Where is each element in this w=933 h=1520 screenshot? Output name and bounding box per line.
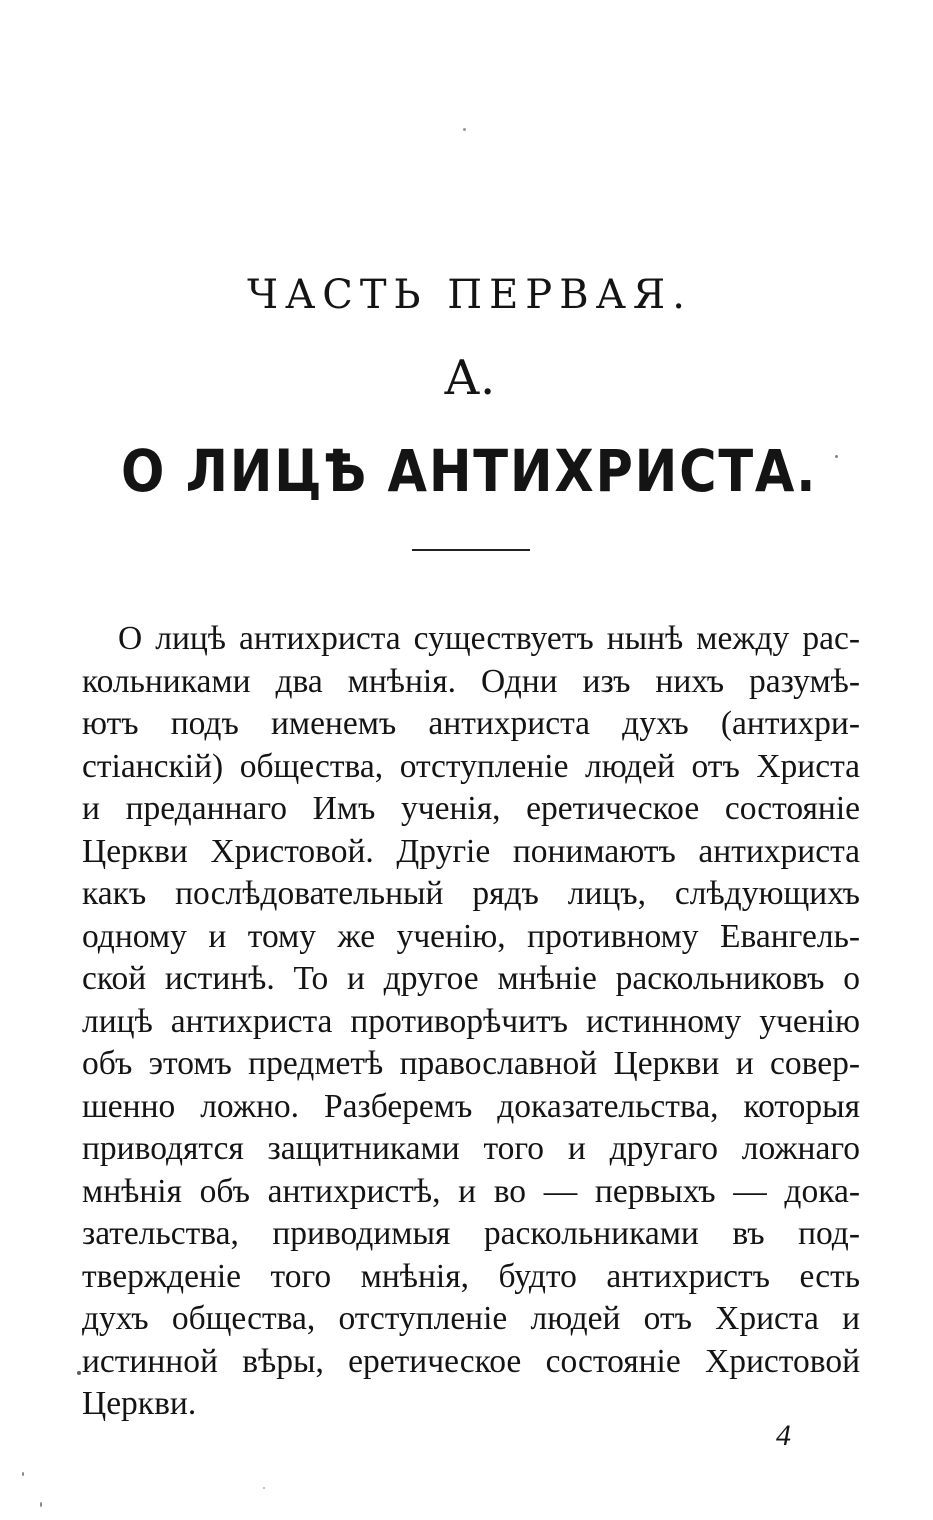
page-number: 4: [776, 1419, 791, 1452]
paper-speck: [40, 1502, 42, 1507]
text-line: ютъ подъ именемъ антихриста духъ (антихри-: [82, 705, 860, 742]
paper-speck: [263, 1487, 265, 1489]
text-line: и преданнаго Имъ ученія, еретическое состояніе: [82, 790, 860, 827]
paper-speck: [22, 1472, 24, 1476]
text-line: зательства, приводимыя раскольниками въ под-: [82, 1215, 860, 1252]
section-letter: А.: [443, 350, 496, 406]
text-line: кольниками два мнѣнія. Одни изъ нихъ разумѣ-: [82, 662, 860, 700]
text-line: ской истинѣ. То и другое мнѣніе раскольниковъ о: [82, 960, 860, 997]
text-line: Церкви.: [82, 1385, 197, 1422]
text-line: одному и тому же ученію, противному Евангель-: [82, 917, 860, 955]
text-line: О лицѣ антихриста существуетъ нынѣ между рас-: [118, 620, 860, 657]
text-line: духъ общества, отступленіе людей отъ Христа и: [82, 1300, 860, 1337]
text-line: твержденіе того мнѣнія, будто антихристъ есть: [82, 1257, 860, 1295]
text-line: какъ послѣдовательный рядъ лицъ, слѣдующихъ: [82, 875, 860, 912]
part-heading: ЧАСТЬ ПЕРВАЯ.: [247, 272, 692, 318]
text-line: мнѣнія объ антихристѣ, и во — первыхъ — дока-: [82, 1172, 860, 1210]
title-divider: [412, 549, 530, 551]
body-paragraph: [82, 618, 860, 1426]
text-line: стіанскій) общества, отступленіе людей отъ Христа: [82, 747, 860, 785]
section-title: О ЛИЦѢ АНТИХРИСТА.: [120, 437, 818, 505]
text-line: истинной вѣры, еретическое состояніе Христовой: [82, 1342, 860, 1380]
paper-speck: [77, 1371, 81, 1375]
paper-speck: [835, 455, 838, 458]
text-line: объ этомъ предметѣ православной Церкви и совер-: [82, 1045, 860, 1082]
text-line: приводятся защитниками того и другаго ложнаго: [82, 1130, 860, 1167]
text-line: лицѣ антихриста противорѣчитъ истинному ученію: [82, 1002, 860, 1040]
paper-speck: [463, 128, 466, 131]
text-line: шенно ложно. Разберемъ доказательства, которыя: [82, 1087, 860, 1125]
text-line: Церкви Христовой. Другіе понимаютъ антихриста: [82, 832, 860, 870]
